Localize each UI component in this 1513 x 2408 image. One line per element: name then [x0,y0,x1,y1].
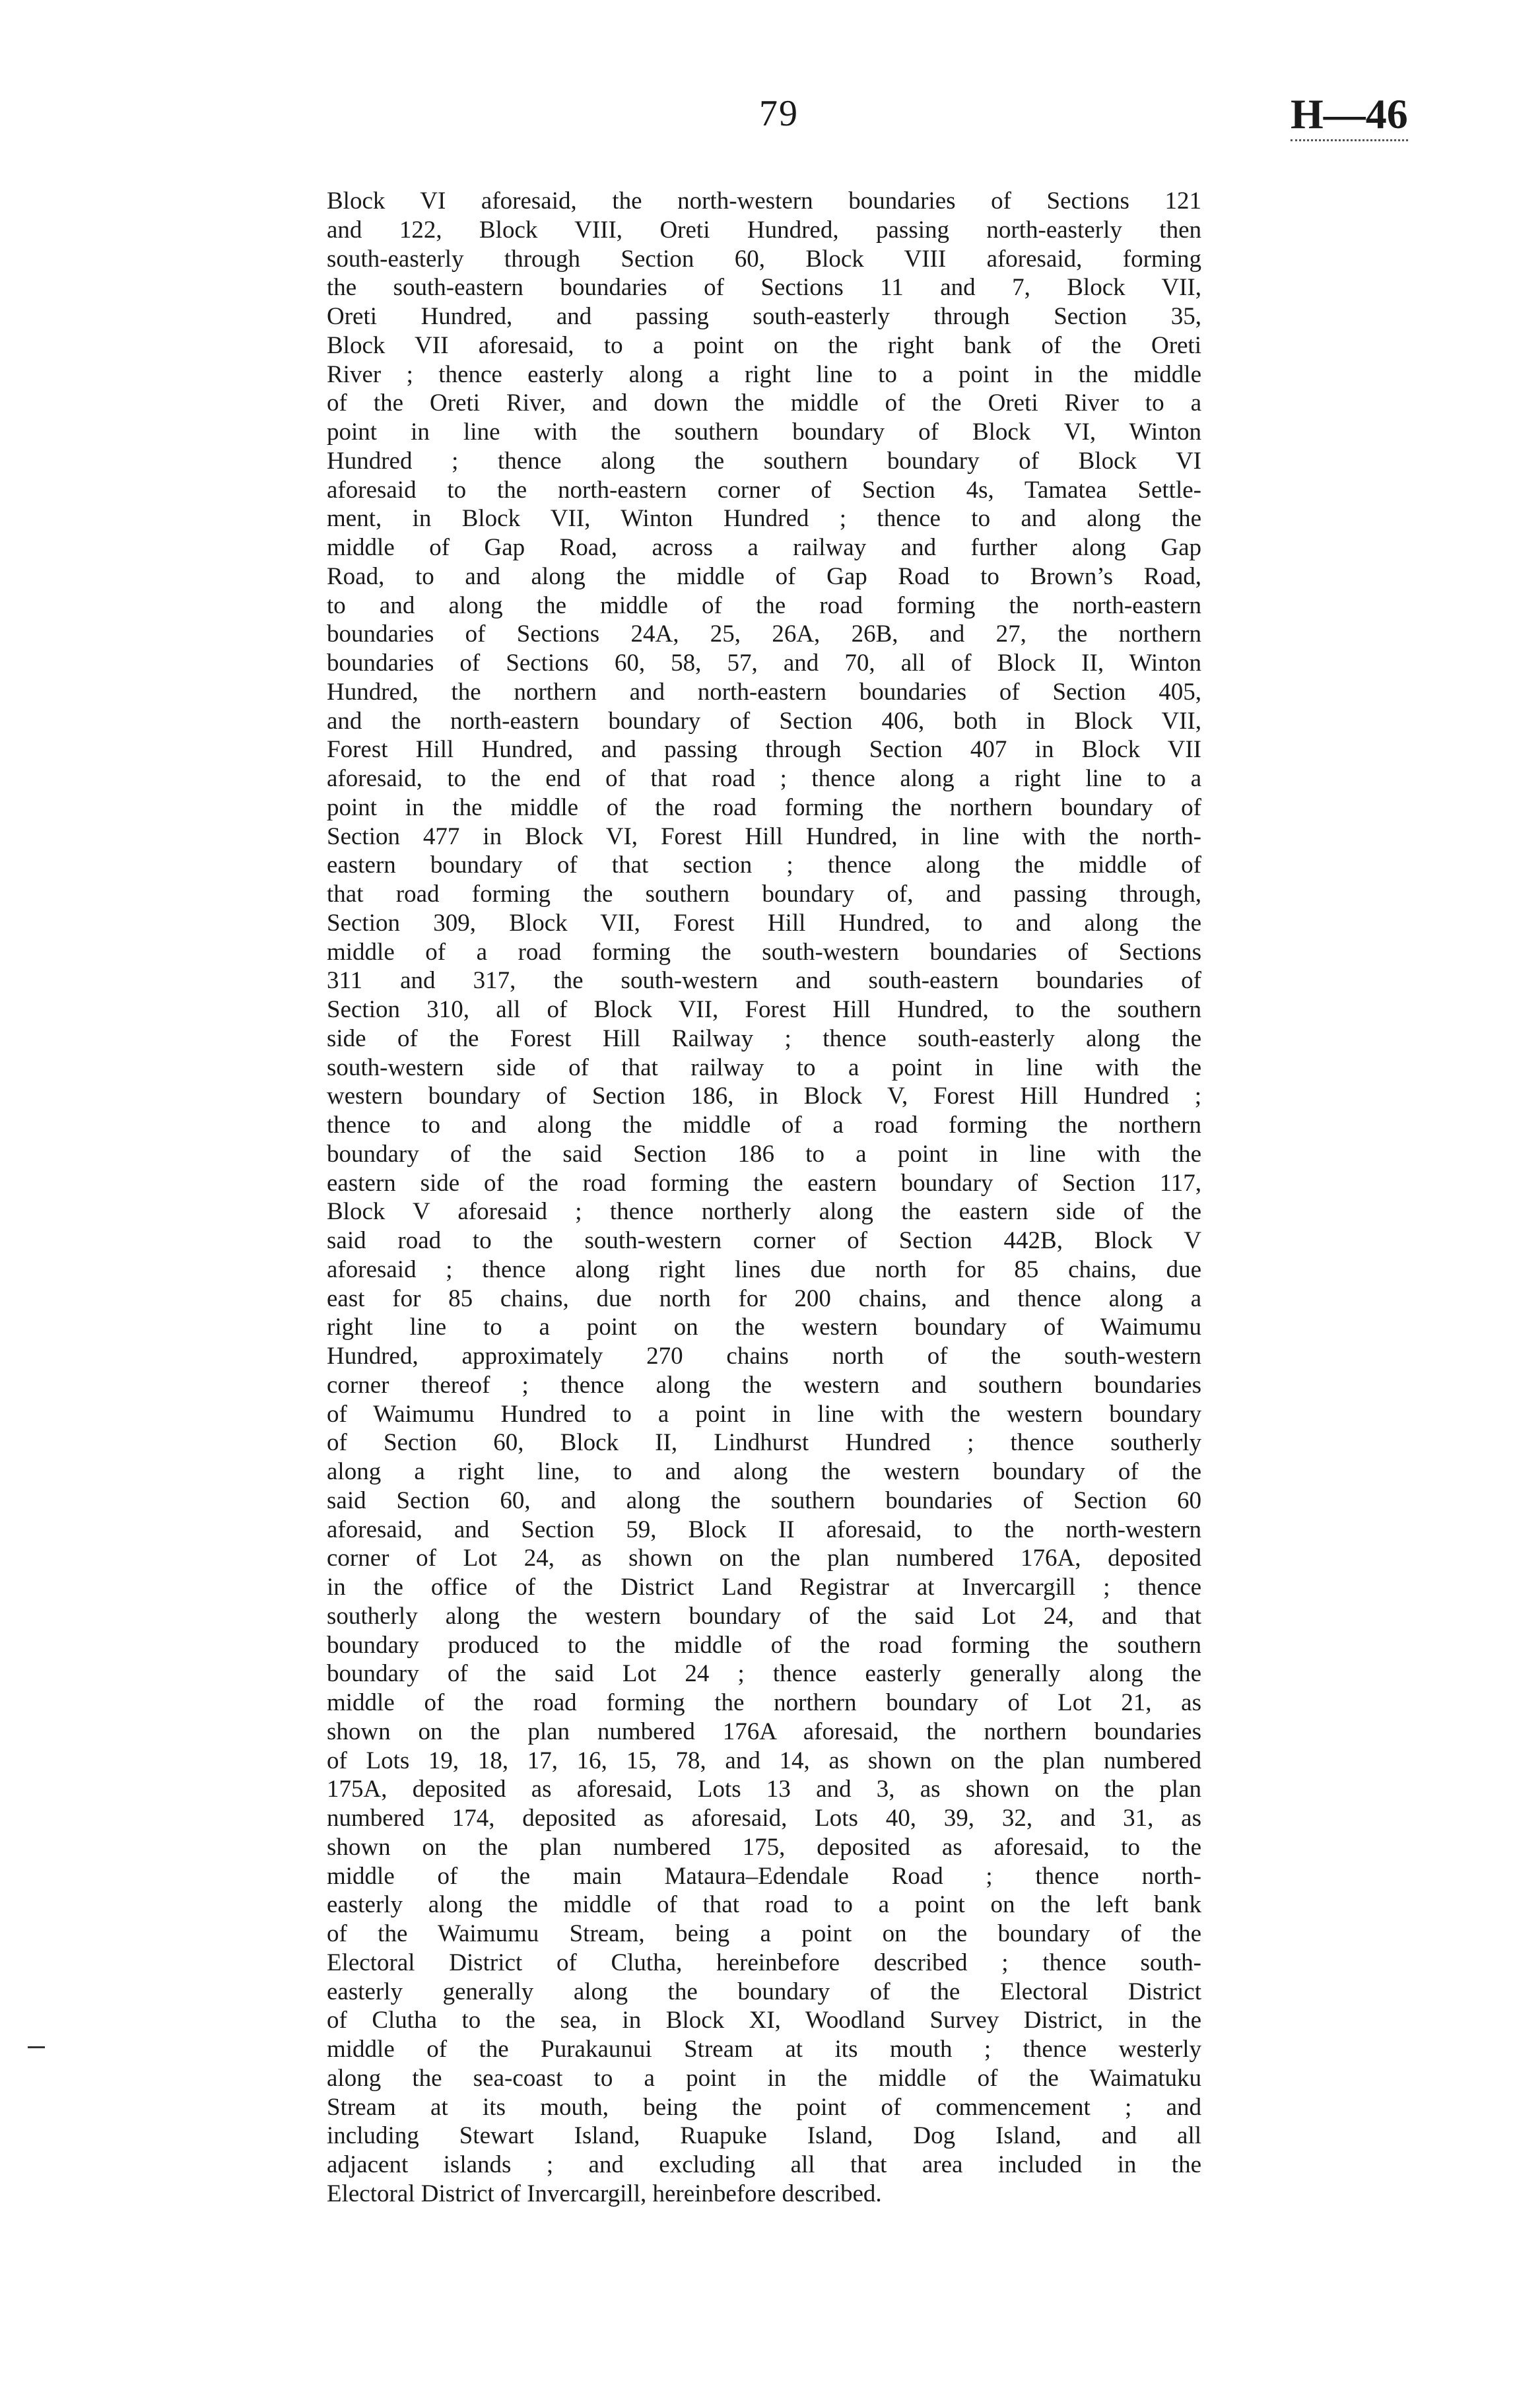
text-line: corner of Lot 24, as shown on the plan numbered 176A, deposited [327,1545,1201,1572]
text-line: Oreti Hundred, and passing south-easterly through Section 35, [327,303,1201,330]
text-line: Section 309, Block VII, Forest Hill Hundred, to and along the [327,909,1201,937]
text-line: ment, in Block VII, Winton Hundred ; thence to and along the [327,505,1201,533]
text-line: boundaries of Sections 60, 58, 57, and 70, all of Block II, Winton [327,650,1201,677]
text-line: south-western side of that railway to a point in line with the [327,1054,1201,1081]
text-line: point in line with the southern boundary of Block VI, Winton [327,418,1201,446]
text-line: east for 85 chains, due north for 200 chains, and thence along a [327,1285,1201,1312]
text-line: south-easterly through Section 60, Block VIII aforesaid, forming [327,245,1201,273]
text-line: corner thereof ; thence along the western and southern boundaries [327,1371,1201,1399]
text-line: Block V aforesaid ; thence northerly along the eastern side of the [327,1198,1201,1226]
text-line: Block VI aforesaid, the north-western boundaries of Sections 121 [327,187,1201,215]
text-line: and the north-eastern boundary of Section 406, both in Block VII, [327,707,1201,735]
text-line: eastern boundary of that section ; thence along the middle of [327,852,1201,879]
text-line: Electoral District of Invercargill, hereinbefore described. [327,2180,882,2207]
text-line: boundary of the said Section 186 to a point in line with the [327,1140,1201,1168]
text-line: the south-eastern boundaries of Sections 11 and 7, Block VII, [327,274,1201,302]
text-line: 175A, deposited as aforesaid, Lots 13 and 3, as shown on the plan [327,1776,1201,1803]
text-line: boundaries of Sections 24A, 25, 26A, 26B, and 27, the northern [327,620,1201,648]
text-line: point in the middle of the road forming the northern boundary of [327,793,1201,821]
text-line: middle of the main Mataura–Edendale Road ; thence north- [327,1862,1201,1890]
body-text [327,187,1201,2209]
text-line: Road, to and along the middle of Gap Road to Brown’s Road, [327,562,1201,590]
text-line: boundary produced to the middle of the road forming the southern [327,1631,1201,1659]
text-line: 311 and 317, the south-western and south-eastern boundaries of [327,967,1201,995]
text-line: of Section 60, Block II, Lindhurst Hundred ; thence southerly [327,1429,1201,1457]
text-line: side of the Forest Hill Railway ; thence south-easterly along the [327,1024,1201,1052]
text-line: along a right line, to and along the western boundary of the [327,1458,1201,1485]
text-line: middle of the Purakaunui Stream at its mouth ; thence westerly [327,2036,1201,2063]
text-line: Hundred, approximately 270 chains north of the south-western [327,1343,1201,1370]
text-line: right line to a point on the western boundary of Waimumu [327,1314,1201,1341]
text-line: Section 477 in Block VI, Forest Hill Hundred, in line with the north- [327,822,1201,850]
document-reference-text: H—46 [1291,90,1408,137]
text-line: middle of Gap Road, across a railway and further along Gap [327,534,1201,561]
text-line: of the Waimumu Stream, being a point on the boundary of the [327,1920,1201,1947]
text-line: easterly generally along the boundary of the Electoral District [327,1978,1201,2005]
text-line: adjacent islands ; and excluding all that area included in the [327,2151,1201,2178]
text-line: in the office of the District Land Registrar at Invercargill ; thence [327,1574,1201,1601]
text-line: shown on the plan numbered 175, deposited as aforesaid, to the [327,1833,1201,1861]
text-line: aforesaid, to the end of that road ; thence along a right line to a [327,765,1201,792]
text-line: middle of the road forming the northern boundary of Lot 21, as [327,1689,1201,1716]
margin-mark [28,2046,45,2048]
text-line: of Clutha to the sea, in Block XI, Woodland Survey District, in the [327,2007,1201,2034]
text-line: Electoral District of Clutha, hereinbefore described ; thence south- [327,1949,1201,1976]
text-line: to and along the middle of the road forming the north-eastern [327,591,1201,619]
text-line: along the sea-coast to a point in the middle of the Waimatuku [327,2064,1201,2092]
text-line: aforesaid, and Section 59, Block II aforesaid, to the north-western [327,1516,1201,1543]
text-line: middle of a road forming the south-western boundaries of Sections [327,938,1201,966]
text-line: River ; thence easterly along a right line to a point in the middle [327,360,1201,388]
text-line: including Stewart Island, Ruapuke Island, Dog Island, and all [327,2122,1201,2150]
text-line: numbered 174, deposited as aforesaid, Lots 40, 39, 32, and 31, as [327,1805,1201,1832]
text-line: aforesaid ; thence along right lines due north for 85 chains, due [327,1255,1201,1283]
text-line: easterly along the middle of that road to a point on the left bank [327,1891,1201,1919]
text-line: that road forming the southern boundary of, and passing through, [327,881,1201,908]
text-line: said Section 60, and along the southern boundaries of Section 60 [327,1487,1201,1514]
text-line: of Lots 19, 18, 17, 16, 15, 78, and 14, as shown on the plan numbered [327,1747,1201,1774]
document-reference [1291,90,1408,139]
text-line: eastern side of the road forming the eastern boundary of Section 117, [327,1169,1201,1197]
text-line: Block VII aforesaid, to a point on the right bank of the Oreti [327,331,1201,359]
text-line: western boundary of Section 186, in Block V, Forest Hill Hundred ; [327,1083,1201,1110]
text-line: of Waimumu Hundred to a point in line with the western boundary [327,1400,1201,1428]
text-line: boundary of the said Lot 24 ; thence easterly generally along the [327,1660,1201,1688]
text-line: aforesaid to the north-eastern corner of Section 4s, Tamatea Settle- [327,476,1201,504]
text-line: of the Oreti River, and down the middle of the Oreti River to a [327,389,1201,417]
document-reference-underline [1291,139,1408,141]
text-line: Stream at its mouth, being the point of commencement ; and [327,2093,1201,2121]
text-line: Section 310, all of Block VII, Forest Hill Hundred, to the southern [327,996,1201,1023]
text-line: said road to the south-western corner of Section 442B, Block V [327,1227,1201,1254]
text-line: Hundred ; thence along the southern boundary of Block VI [327,447,1201,475]
page-number: 79 [759,93,799,134]
text-line: shown on the plan numbered 176A aforesaid, the northern boundaries [327,1718,1201,1745]
text-line: Forest Hill Hundred, and passing through Section 407 in Block VII [327,736,1201,764]
text-line: thence to and along the middle of a road forming the northern [327,1112,1201,1139]
text-line: Hundred, the northern and north-eastern boundaries of Section 405, [327,678,1201,706]
text-line: southerly along the western boundary of the said Lot 24, and that [327,1602,1201,1630]
text-line: and 122, Block VIII, Oreti Hundred, passing north-easterly then [327,216,1201,244]
